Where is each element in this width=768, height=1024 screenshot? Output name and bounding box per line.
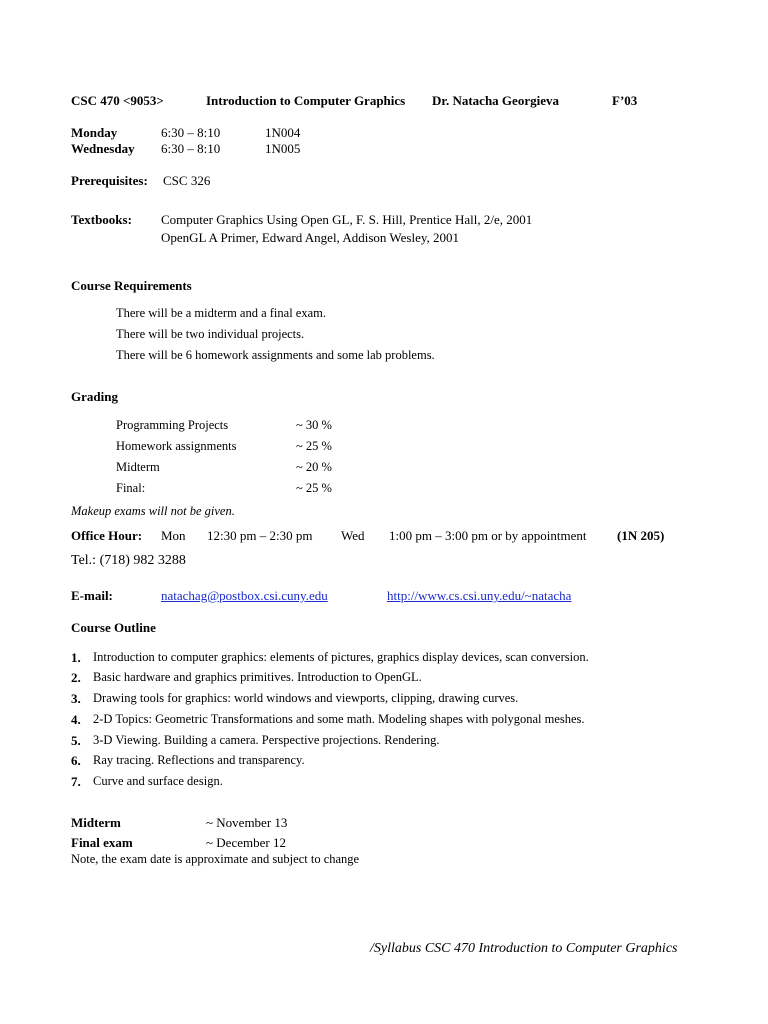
exam-date: ~ November 13 bbox=[206, 815, 288, 830]
outline-number: 3. bbox=[71, 691, 81, 706]
textbook-item: Computer Graphics Using Open GL, F. S. Hill, Prentice Hall, 2/e, 2001 bbox=[161, 212, 533, 227]
exam-name: Midterm bbox=[71, 815, 121, 830]
outline-number: 5. bbox=[71, 733, 81, 748]
grading-item-name: Programming Projects bbox=[116, 418, 229, 432]
schedule-room: 1N005 bbox=[265, 141, 301, 156]
office-room: (1N 205) bbox=[617, 528, 665, 543]
grading-item-name: Midterm bbox=[116, 460, 160, 474]
requirement-item: There will be a midterm and a final exam. bbox=[116, 306, 326, 320]
email-link[interactable]: natachag@postbox.csi.cuny.edu bbox=[161, 588, 328, 603]
grading-item-weight: ~ 30 % bbox=[296, 418, 332, 432]
outline-item: Curve and surface design. bbox=[93, 774, 223, 788]
schedule-day: Wednesday bbox=[71, 141, 135, 156]
exam-note: Note, the exam date is approximate and subject to change bbox=[71, 852, 360, 866]
footer-title: /Syllabus CSC 470 Introduction to Computer Graphics bbox=[370, 941, 678, 956]
outline-item: 2-D Topics: Geometric Transformations and some math. Modeling shapes with polygonal meshes. bbox=[93, 712, 585, 726]
course-title: Introduction to Computer Graphics bbox=[206, 93, 406, 108]
grading-item-weight: ~ 20 % bbox=[296, 460, 332, 474]
exam-name: Final exam bbox=[71, 835, 133, 850]
outline-item: 3-D Viewing. Building a camera. Perspective projections. Rendering. bbox=[93, 733, 440, 747]
grading-item-weight: ~ 25 % bbox=[296, 481, 332, 495]
exam-date: ~ December 12 bbox=[206, 835, 286, 850]
outline-item: Ray tracing. Reflections and transparency. bbox=[93, 753, 305, 767]
outline-number: 7. bbox=[71, 774, 81, 789]
schedule-day: Monday bbox=[71, 125, 118, 140]
outline-number: 1. bbox=[71, 650, 81, 665]
makeup-note: Makeup exams will not be given. bbox=[71, 504, 235, 518]
term: F’03 bbox=[612, 93, 638, 108]
schedule-room: 1N004 bbox=[265, 125, 301, 140]
outline-number: 4. bbox=[71, 712, 81, 727]
textbook-item: OpenGL A Primer, Edward Angel, Addison Wesley, 2001 bbox=[161, 230, 460, 245]
schedule-time: 6:30 – 8:10 bbox=[161, 141, 221, 156]
office-time: 1:00 pm – 3:00 pm or by appointment bbox=[389, 528, 587, 543]
office-day: Mon bbox=[161, 528, 186, 543]
outline-number: 6. bbox=[71, 753, 81, 768]
outline-item: Basic hardware and graphics primitives. Introduction to OpenGL. bbox=[93, 670, 422, 684]
grading-heading: Grading bbox=[71, 389, 118, 404]
email-label: E-mail: bbox=[71, 588, 113, 603]
grading-item-name: Homework assignments bbox=[116, 439, 237, 453]
telephone: Tel.: (718) 982 3288 bbox=[71, 553, 186, 568]
outline-number: 2. bbox=[71, 670, 81, 685]
grading-item-weight: ~ 25 % bbox=[296, 439, 332, 453]
schedule-time: 6:30 – 8:10 bbox=[161, 125, 221, 140]
outline-item: Introduction to computer graphics: elements of pictures, graphics display devices, scan conversion. bbox=[93, 650, 589, 664]
office-day: Wed bbox=[341, 528, 365, 543]
requirement-item: There will be two individual projects. bbox=[116, 327, 305, 341]
course-code: CSC 470 <9053> bbox=[71, 93, 164, 108]
prerequisites-label: Prerequisites: bbox=[71, 173, 148, 188]
office-hour-label: Office Hour: bbox=[71, 528, 143, 543]
textbooks-label: Textbooks: bbox=[71, 212, 132, 227]
outline-item: Drawing tools for graphics: world windows and viewports, clipping, drawing curves. bbox=[93, 691, 519, 705]
office-time: 12:30 pm – 2:30 pm bbox=[207, 528, 313, 543]
prerequisites-value: CSC 326 bbox=[163, 173, 211, 188]
outline-heading: Course Outline bbox=[71, 620, 156, 635]
instructor-name: Dr. Natacha Georgieva bbox=[432, 93, 559, 108]
requirements-heading: Course Requirements bbox=[71, 278, 192, 293]
requirement-item: There will be 6 homework assignments and some lab problems. bbox=[116, 348, 435, 362]
homepage-link[interactable]: http://www.cs.csi.uny.edu/~natacha bbox=[387, 588, 572, 603]
grading-item-name: Final: bbox=[116, 481, 146, 495]
